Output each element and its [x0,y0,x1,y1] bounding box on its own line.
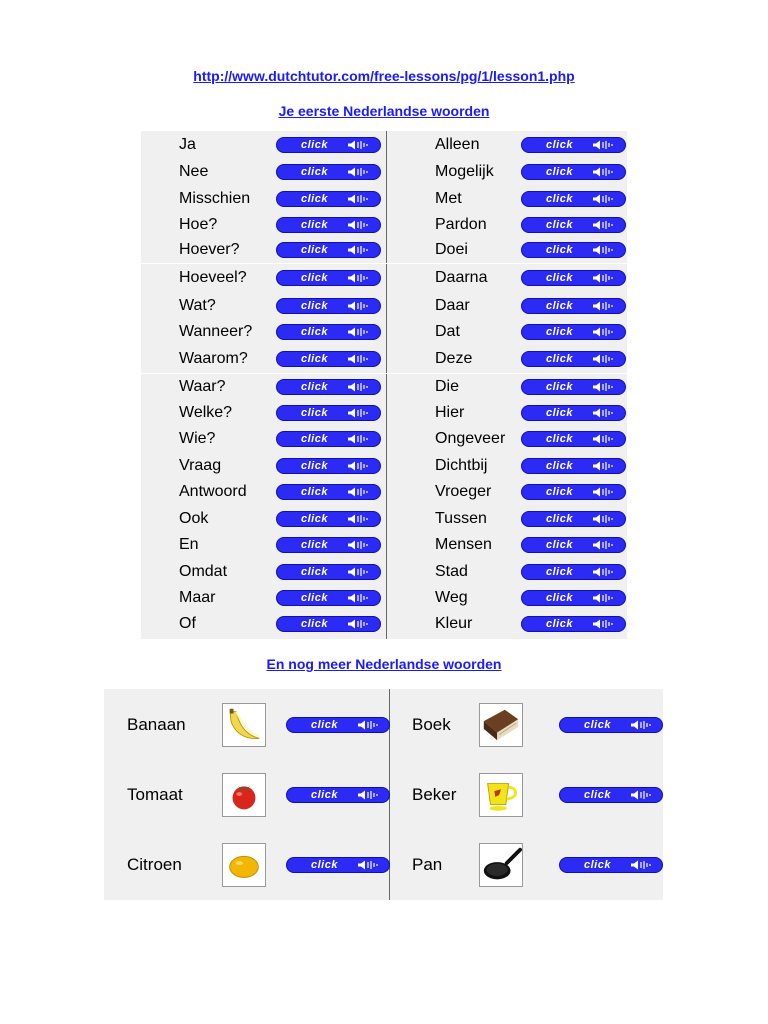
click-audio-button[interactable] [521,511,626,527]
click-button-label: click [301,486,328,498]
speaker-icon [592,194,616,204]
dutch-word: Ongeveer [435,430,506,447]
table-row [141,237,627,263]
click-button-label: click [311,719,338,731]
speaker-icon [592,301,616,311]
dutch-word: Of [179,615,196,632]
click-audio-button[interactable] [276,458,381,474]
heading-more-dutch-words[interactable]: En nog meer Nederlandse woorden [266,656,502,672]
click-audio-button[interactable] [276,590,381,606]
click-button-label: click [584,859,611,871]
dutch-word: Ja [179,136,196,153]
click-audio-button[interactable] [521,564,626,580]
click-audio-button[interactable] [521,351,626,367]
table-row [141,479,627,505]
click-button-label: click [546,244,573,256]
table-row [141,265,627,291]
click-button-label: click [546,139,573,151]
speaker-icon [592,540,616,550]
click-audio-button[interactable] [521,431,626,447]
click-audio-button[interactable] [276,431,381,447]
dutch-word: Ook [179,510,209,527]
dutch-word: Daar [435,297,470,314]
lemon-icon [222,843,266,887]
dutch-word: En [179,536,199,553]
dutch-word: Met [435,190,462,207]
speaker-icon [347,140,371,150]
click-audio-button[interactable] [521,164,626,180]
click-audio-button[interactable] [276,537,381,553]
heading-first-dutch-words[interactable]: Je eerste Nederlandse woorden [278,103,490,119]
dutch-word: Pan [412,855,443,874]
speaker-icon [357,790,381,800]
click-button-label: click [546,513,573,525]
dutch-word: Wat? [179,297,216,314]
dutch-word: Weg [435,589,468,606]
click-button-label: click [301,433,328,445]
dutch-word: Alleen [435,136,480,153]
dutch-word: Nee [179,163,209,180]
click-audio-button[interactable] [521,484,626,500]
click-button-label: click [301,381,328,393]
click-button-label: click [546,166,573,178]
click-button-label: click [301,193,328,205]
dutch-word: Maar [179,589,216,606]
click-button-label: click [301,139,328,151]
dutch-word: Hoeveel? [179,269,247,286]
dutch-word: Antwoord [179,483,247,500]
frying-pan-icon [479,843,523,887]
click-button-label: click [301,460,328,472]
click-button-label: click [301,592,328,604]
speaker-icon [630,790,654,800]
click-audio-button[interactable] [521,242,626,258]
speaker-icon [347,487,371,497]
dutch-word: Pardon [435,216,487,233]
speaker-icon [347,461,371,471]
speaker-icon [347,245,371,255]
dutch-word: Die [435,378,460,395]
click-button-label: click [301,300,328,312]
speaker-icon [347,540,371,550]
speaker-icon [347,220,371,230]
click-audio-button[interactable] [276,351,381,367]
speaker-icon [347,514,371,524]
table-row [141,506,627,532]
click-audio-button[interactable] [276,242,381,258]
click-audio-button[interactable] [521,217,626,233]
click-button-label: click [301,166,328,178]
click-button-label: click [311,859,338,871]
click-audio-button[interactable] [276,164,381,180]
table-row [141,132,627,158]
dutch-word: Welke? [179,404,233,421]
click-audio-button[interactable] [276,616,381,632]
click-button-label: click [546,460,573,472]
speaker-icon [592,487,616,497]
dutch-word: Citroen [127,855,182,874]
click-audio-button[interactable] [521,137,626,153]
click-audio-button[interactable] [521,458,626,474]
table-row [141,585,627,611]
click-button-label: click [546,566,573,578]
click-audio-button[interactable] [521,537,626,553]
dutch-word: Mensen [435,536,492,553]
click-button-label: click [546,433,573,445]
source-url-link[interactable]: http://www.dutchtutor.com/free-lessons/pg/1/lesson1.php [193,68,575,84]
speaker-icon [630,860,654,870]
speaker-icon [357,720,381,730]
speaker-icon [592,567,616,577]
speaker-icon [592,382,616,392]
table-row [141,559,627,585]
click-button-label: click [584,719,611,731]
speaker-icon [592,408,616,418]
speaker-icon [347,593,371,603]
table-row [141,212,627,238]
dutch-word: Tomaat [127,785,183,804]
speaker-icon [592,167,616,177]
click-button-label: click [301,326,328,338]
click-button-label: click [301,244,328,256]
dutch-word: Hoe? [179,216,218,233]
row-separator [141,263,627,264]
click-button-label: click [311,789,338,801]
table-row [141,186,627,212]
dutch-word: Hier [435,404,465,421]
speaker-icon [592,619,616,629]
dutch-word: Vroeger [435,483,492,500]
click-audio-button[interactable] [521,270,626,286]
speaker-icon [347,567,371,577]
click-button-label: click [301,219,328,231]
click-button-label: click [546,592,573,604]
words-table [141,131,627,639]
click-button-label: click [546,618,573,630]
dutch-word: Doei [435,241,468,258]
table-row [141,453,627,479]
table-row [141,426,627,452]
click-audio-button[interactable] [276,137,381,153]
click-audio-button[interactable] [559,787,663,803]
speaker-icon [592,593,616,603]
speaker-icon [592,327,616,337]
speaker-icon [592,245,616,255]
click-button-label: click [301,272,328,284]
click-button-label: click [301,539,328,551]
dutch-word: Kleur [435,615,473,632]
speaker-icon [630,720,654,730]
click-button-label: click [546,326,573,338]
book-icon [479,703,523,747]
speaker-icon [592,273,616,283]
click-audio-button[interactable] [276,270,381,286]
dutch-word: Omdat [179,563,228,580]
click-audio-button[interactable] [521,379,626,395]
click-button-label: click [546,381,573,393]
speaker-icon [592,354,616,364]
table-row [141,532,627,558]
dutch-word: Tussen [435,510,487,527]
dutch-word: Dat [435,323,460,340]
speaker-icon [592,220,616,230]
dutch-word: Waarom? [179,350,248,367]
table-row [141,159,627,185]
dutch-word: Misschien [179,190,251,207]
dutch-word: Banaan [127,715,186,734]
speaker-icon [592,514,616,524]
dutch-word: Beker [412,785,457,804]
click-button-label: click [546,300,573,312]
dutch-word: Mogelijk [435,163,494,180]
speaker-icon [592,461,616,471]
dutch-word: Dichtbij [435,457,488,474]
table-row [141,346,627,372]
click-button-label: click [546,272,573,284]
click-audio-button[interactable] [276,298,381,314]
click-button-label: click [546,219,573,231]
speaker-icon [347,167,371,177]
click-audio-button[interactable] [276,217,381,233]
click-button-label: click [301,407,328,419]
click-audio-button[interactable] [286,717,390,733]
click-audio-button[interactable] [521,324,626,340]
speaker-icon [347,434,371,444]
click-audio-button[interactable] [276,511,381,527]
table-row [141,293,627,319]
click-audio-button[interactable] [276,324,381,340]
click-audio-button[interactable] [286,787,390,803]
dutch-word: Boek [412,715,451,734]
speaker-icon [357,860,381,870]
speaker-icon [347,408,371,418]
table-row [104,773,663,817]
picture-words-table [104,689,663,900]
speaker-icon [592,140,616,150]
table-row [104,843,663,887]
dutch-word: Daarna [435,269,488,286]
speaker-icon [347,194,371,204]
click-audio-button[interactable] [521,405,626,421]
table-row [141,400,627,426]
table-row [141,319,627,345]
click-button-label: click [301,513,328,525]
dutch-word: Wanneer? [179,323,253,340]
table-row [104,703,663,747]
table-row [141,374,627,400]
click-audio-button[interactable] [521,616,626,632]
dutch-word: Hoever? [179,241,240,258]
banana-icon [222,703,266,747]
dutch-word: Wie? [179,430,216,447]
click-audio-button[interactable] [276,484,381,500]
click-audio-button[interactable] [521,191,626,207]
mug-icon [479,773,523,817]
dutch-word: Stad [435,563,468,580]
speaker-icon [347,354,371,364]
speaker-icon [347,327,371,337]
click-audio-button[interactable] [276,379,381,395]
table-row [141,611,627,637]
click-audio-button[interactable] [276,564,381,580]
click-button-label: click [546,486,573,498]
click-button-label: click [301,618,328,630]
click-audio-button[interactable] [521,298,626,314]
click-button-label: click [301,566,328,578]
speaker-icon [592,434,616,444]
dutch-word: Waar? [179,378,226,395]
click-audio-button[interactable] [286,857,390,873]
speaker-icon [347,273,371,283]
click-audio-button[interactable] [559,857,663,873]
click-button-label: click [584,789,611,801]
click-button-label: click [546,193,573,205]
click-button-label: click [301,353,328,365]
tomato-icon [222,773,266,817]
click-audio-button[interactable] [276,405,381,421]
click-audio-button[interactable] [559,717,663,733]
click-button-label: click [546,353,573,365]
click-audio-button[interactable] [276,191,381,207]
speaker-icon [347,382,371,392]
speaker-icon [347,619,371,629]
dutch-word: Vraag [179,457,222,474]
click-audio-button[interactable] [521,590,626,606]
dutch-word: Deze [435,350,473,367]
click-button-label: click [546,539,573,551]
click-button-label: click [546,407,573,419]
speaker-icon [347,301,371,311]
